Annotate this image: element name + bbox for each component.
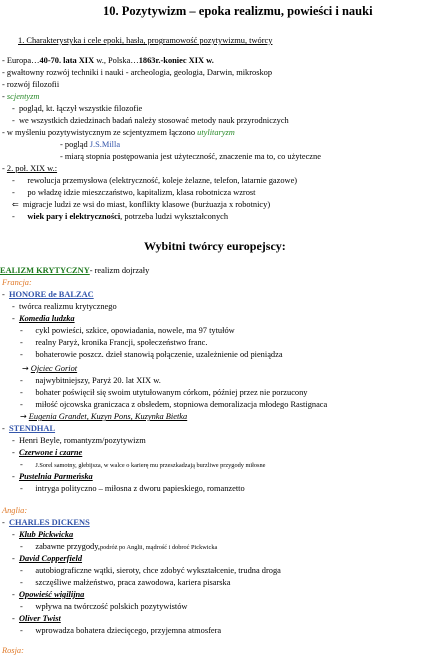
work-title: - Opowieść wigilijna: [12, 590, 85, 599]
list-item: - pogląd, kt. łączył wszystkie filozofie: [12, 104, 143, 113]
list-item: - bohaterowie poszcz. dzieł stanowią połączenie, uzależnienie od pieniądza: [20, 350, 283, 359]
list-item: - miarą stopnia postępowania jest użyteczność, znaczenie ma to, co użyteczne: [60, 152, 321, 161]
work-title: - Komedia ludzka: [12, 314, 75, 323]
list-item: - gwałtowny rozwój techniki i nauki - archeologia, geologia, Darwin, mikroskop: [2, 68, 273, 77]
list-item: - szczęśliwe małżeństwo, praca zawodowa, kariera pisarska: [20, 578, 231, 587]
work-title: - Klub Pickwicka: [12, 530, 74, 539]
list-item: - 2. poł. XIX w.:: [2, 164, 58, 173]
list-item: - wpływa na twórczość polskich pozytywistów: [20, 602, 188, 611]
work-title: → Ojciec Goriot: [22, 364, 78, 373]
realizm-line: EALIZM KRYTYCZNY- realizm dojrzały: [0, 266, 150, 275]
utylitaryzm-term: utylitaryzm: [197, 128, 235, 137]
list-item: - wprowadza bohatera dziecięcego, przyjemna atmosfera: [20, 626, 222, 635]
list-item: - najwybitniejszy, Paryż 20. lat XIX w.: [20, 376, 161, 385]
list-item: - po władzę idzie mieszczaństwo, kapitalizm, klasa robotnicza wzrost: [12, 188, 256, 197]
list-item: ⇐ migracje ludzi ze wsi do miast, konflikty klasowe (burżuazja x robotnicy): [12, 200, 271, 209]
list-item: - rozwój filozofii: [2, 80, 60, 89]
work-title: - Pustelnia Parmeńska: [12, 472, 93, 481]
section-subtitle: Wybitni twórcy europejscy:: [144, 239, 286, 253]
author-heading: - CHARLES DICKENS: [2, 518, 90, 527]
author-heading: - HONORE de BALZAC: [2, 290, 94, 299]
list-item: - intryga polityczno – miłosna z dworu papieskiego, romanzetto: [20, 484, 245, 493]
list-item: - J.Sorel samotny, głebijsza, w walce o karierę mu przeszkadzają burzliwe przygody miłosne: [20, 460, 266, 469]
list-item: - bohater poświęcił się swoim utytułowanym córkom, później przez nie porzucony: [20, 388, 308, 397]
list-item: - wiek pary i elektryczności, potrzeba ludzi wykształconych: [12, 212, 229, 221]
list-item: - autobiograficzne wątki, sieroty, chce zdobyć wykształcenie, trudna droga: [20, 566, 281, 575]
right-arrow-icon: →: [22, 364, 29, 373]
scjentyzm-line: - scjentyzm: [2, 92, 40, 101]
list-item: - cykl powieści, szkice, opowiadania, nowele, ma 97 tytułów: [20, 326, 235, 335]
country-heading: Francja:: [2, 278, 32, 287]
list-item: - realny Paryż, kronika Francji, społeczeństwo franc.: [20, 338, 208, 347]
author-heading: - STENDHAL: [2, 424, 56, 433]
country-heading: Rosja:: [2, 646, 24, 655]
utylitaryzm-line: - w myśleniu pozytywistycznym ze scjentyzmem łączono utylitaryzm: [2, 128, 235, 137]
list-item: - pogląd J.S.Milla: [60, 140, 121, 149]
work-title: - Oliver Twist: [12, 614, 61, 623]
europa-line: - Europa…40-70. lata XIX w., Polska…1863r.-koniec XIX w.: [2, 56, 214, 65]
list-item: - zabawne przygody,podróż po Anglii, mądrość i dobroć Pickwicka: [20, 542, 218, 551]
page-title: 10. Pozytywizm – epoka realizmu, powieści i nauki: [103, 4, 373, 18]
list-item: - rewolucja przemysłowa (elektryczność, koleje żelazne, telefon, latarnie gazowe): [12, 176, 298, 185]
other-works: → Eugenia Grandet, Kuzyn Pons, Kuzynka Bietka: [20, 412, 188, 421]
list-item: - we wszystkich dziedzinach badań należy stosować metody nauk przyrodniczych: [12, 116, 289, 125]
work-title: - Czerwone i czarne: [12, 448, 83, 457]
list-item: - Henri Beyle, romantyzm/pozytywizm: [12, 436, 146, 445]
section-heading: 1. Charakterystyka i cele epoki, hasła, programowość pozytywizmu, twórcy: [18, 36, 273, 45]
list-item: - miłość ojcowska graniczaca z obsłedem, stopniowa demoralizacja młodego Rastignaca: [20, 400, 328, 409]
right-arrow-icon: →: [20, 412, 27, 421]
country-heading: Anglia:: [2, 506, 28, 515]
double-arrow-icon: ⇐: [12, 200, 19, 209]
list-item: - twórca realizmu krytycznego: [12, 302, 117, 311]
scjentyzm-term: scjentyzm: [6, 92, 40, 101]
work-title: - David Copperfield: [12, 554, 83, 563]
